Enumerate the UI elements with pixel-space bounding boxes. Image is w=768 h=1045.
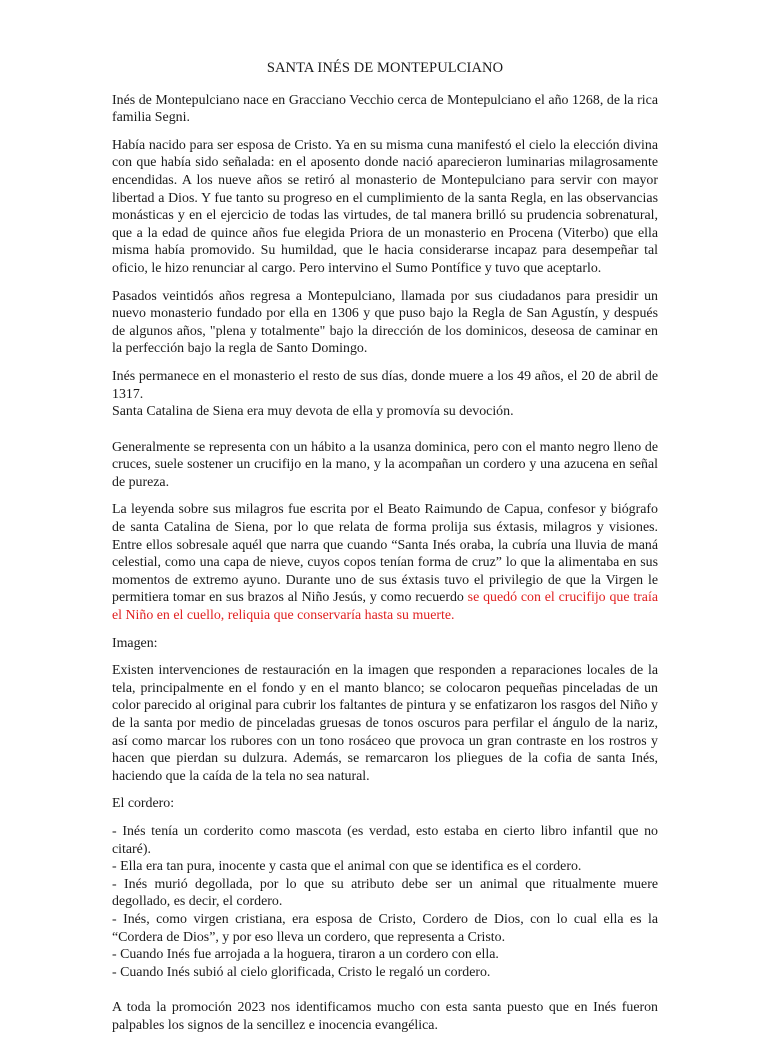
paragraph-birth: Inés de Montepulciano nace en Gracciano Vecchio cerca de Montepulciano el año 1268, de la rica familia Segni.: [112, 92, 658, 126]
paragraph-death: [112, 368, 658, 421]
document-title: SANTA INÉS DE MONTEPULCIANO: [266, 60, 504, 76]
list-item: - Inés tenía un corderito como mascota (es verdad, esto estaba en cierto libro infantil que no citaré).: [112, 823, 658, 857]
paragraph-restoration: Existen intervenciones de restauración en la imagen que responden a reparaciones locales de la tela, principalmente en el fondo y en el manto blanco; se colocaron pequeñas pinceladas de un color parecido al original para cubrir los faltantes de pintura y se enfatizaron los rasgos del Niño y de la santa por medio de pinceladas gruesas de tonos oscuros para perfilar el ángulo de la nariz, así como marcar los rubores con un tono rosáceo que provoca un gran contraste en los rostros y hacen que pierdan su dulzura. Además, se remarcaron los pliegues de la cofia de santa Inés, haciendo que la caída de la tela no sea natural.: [112, 663, 658, 784]
death-text: Inés permanece en el monasterio el resto de sus días, donde muere a los 49 años, el 20 de abril de 1317.: [112, 368, 658, 402]
label-cordero: El cordero:: [112, 796, 175, 812]
list-item: - Inés murió degollada, por lo que su atributo debe ser un animal que ritualmente muere degollado, es decir, el cordero.: [112, 876, 658, 910]
legend-highlight-text: se quedó con el crucifijo que traía el Niño en el cuello, reliquia que conservaría hasta su muerte.: [112, 590, 658, 624]
paragraph-return: Pasados veintidós años regresa a Montepulciano, llamada por sus ciudadanos para presidir un nuevo monasterio fundado por ella en 1306 y que puso bajo la Regla de San Agustín, y después de algunos años, "plena y totalmente" bajo la dirección de los dominicos, deseosa de caminar en la perfección bajo la regla de Santo Domingo.: [112, 288, 658, 357]
legend-text: La leyenda sobre sus milagros fue escrita por el Beato Raimundo de Capua, confesor y biógrafo de santa Catalina de Siena, por lo que relata de forma prolija sus éxtasis, milagros y visiones. Entre ellos sobresale aquél que narra que cuando “Santa Inés oraba, la cubría una lluvia de maná celestial, como una capa de nieve, cuyos copos tenían forma de cruz” lo que la alimentaba en sus momentos de extremo ayuno. Durante uno de sus éxtasis tuvo el privilegio de que la Virgen le permitiera tomar en sus brazos al Niño Jesús, y como recuerdo: [112, 502, 658, 606]
document-page: [112, 56, 658, 1045]
paragraph-vocation: Había nacido para ser esposa de Cristo. Ya en su misma cuna manifestó el cielo la elección divina con que había sido señalada: en el aposento donde nació aparecieron luminarias milagrosamente encendidas. A los nueve años se retiró al monasterio de Montepulciano para servir con mayor libertad a Dios. Y fue tanto su progreso en el cumplimiento de la santa Regla, en las observancias monásticas y en el ejercicio de todas las virtudes, de tal manera brilló su prudencia sobrenatural, que a la edad de quince años fue elegida Priora de un monasterio en Procena (Viterbo) que ella misma había promovido. Su humildad, que le hacia considerarse incapaz para desempeñar tal oficio, le hizo renunciar al cargo. Pero intervino el Sumo Pontífice y tuvo que aceptarlo.: [112, 137, 658, 276]
list-item: - Cuando Inés fue arrojada a la hoguera, tiraron a un cordero con ella.: [112, 947, 499, 963]
label-imagen: Imagen:: [112, 635, 158, 651]
paragraph-legend: [112, 501, 658, 624]
list-item: - Ella era tan pura, inocente y casta que el animal con que se identifica es el cordero.: [112, 859, 582, 875]
list-item: - Inés, como virgen cristiana, era esposa de Cristo, Cordero de Dios, con lo cual ella es la “Cordera de Dios”, y por eso lleva un cordero, que representa a Cristo.: [112, 911, 658, 945]
list-item: - Cuando Inés subió al cielo glorificada, Cristo le regaló un cordero.: [112, 964, 491, 980]
cordero-list: [112, 823, 658, 981]
paragraph-representation: Generalmente se representa con un hábito a la usanza dominica, pero con el manto negro lleno de cruces, suele sostener un crucifijo en la mano, y la acompañan un cordero y una azucena en señal de pureza.: [112, 439, 658, 490]
devotion-text: Santa Catalina de Siena era muy devota de ella y promovía su devoción.: [112, 404, 514, 420]
paragraph-closing: A toda la promoción 2023 nos identificamos mucho con esta santa puesto que en Inés fueron palpables los signos de la sencillez e inocencia evangélica.: [112, 1000, 658, 1033]
